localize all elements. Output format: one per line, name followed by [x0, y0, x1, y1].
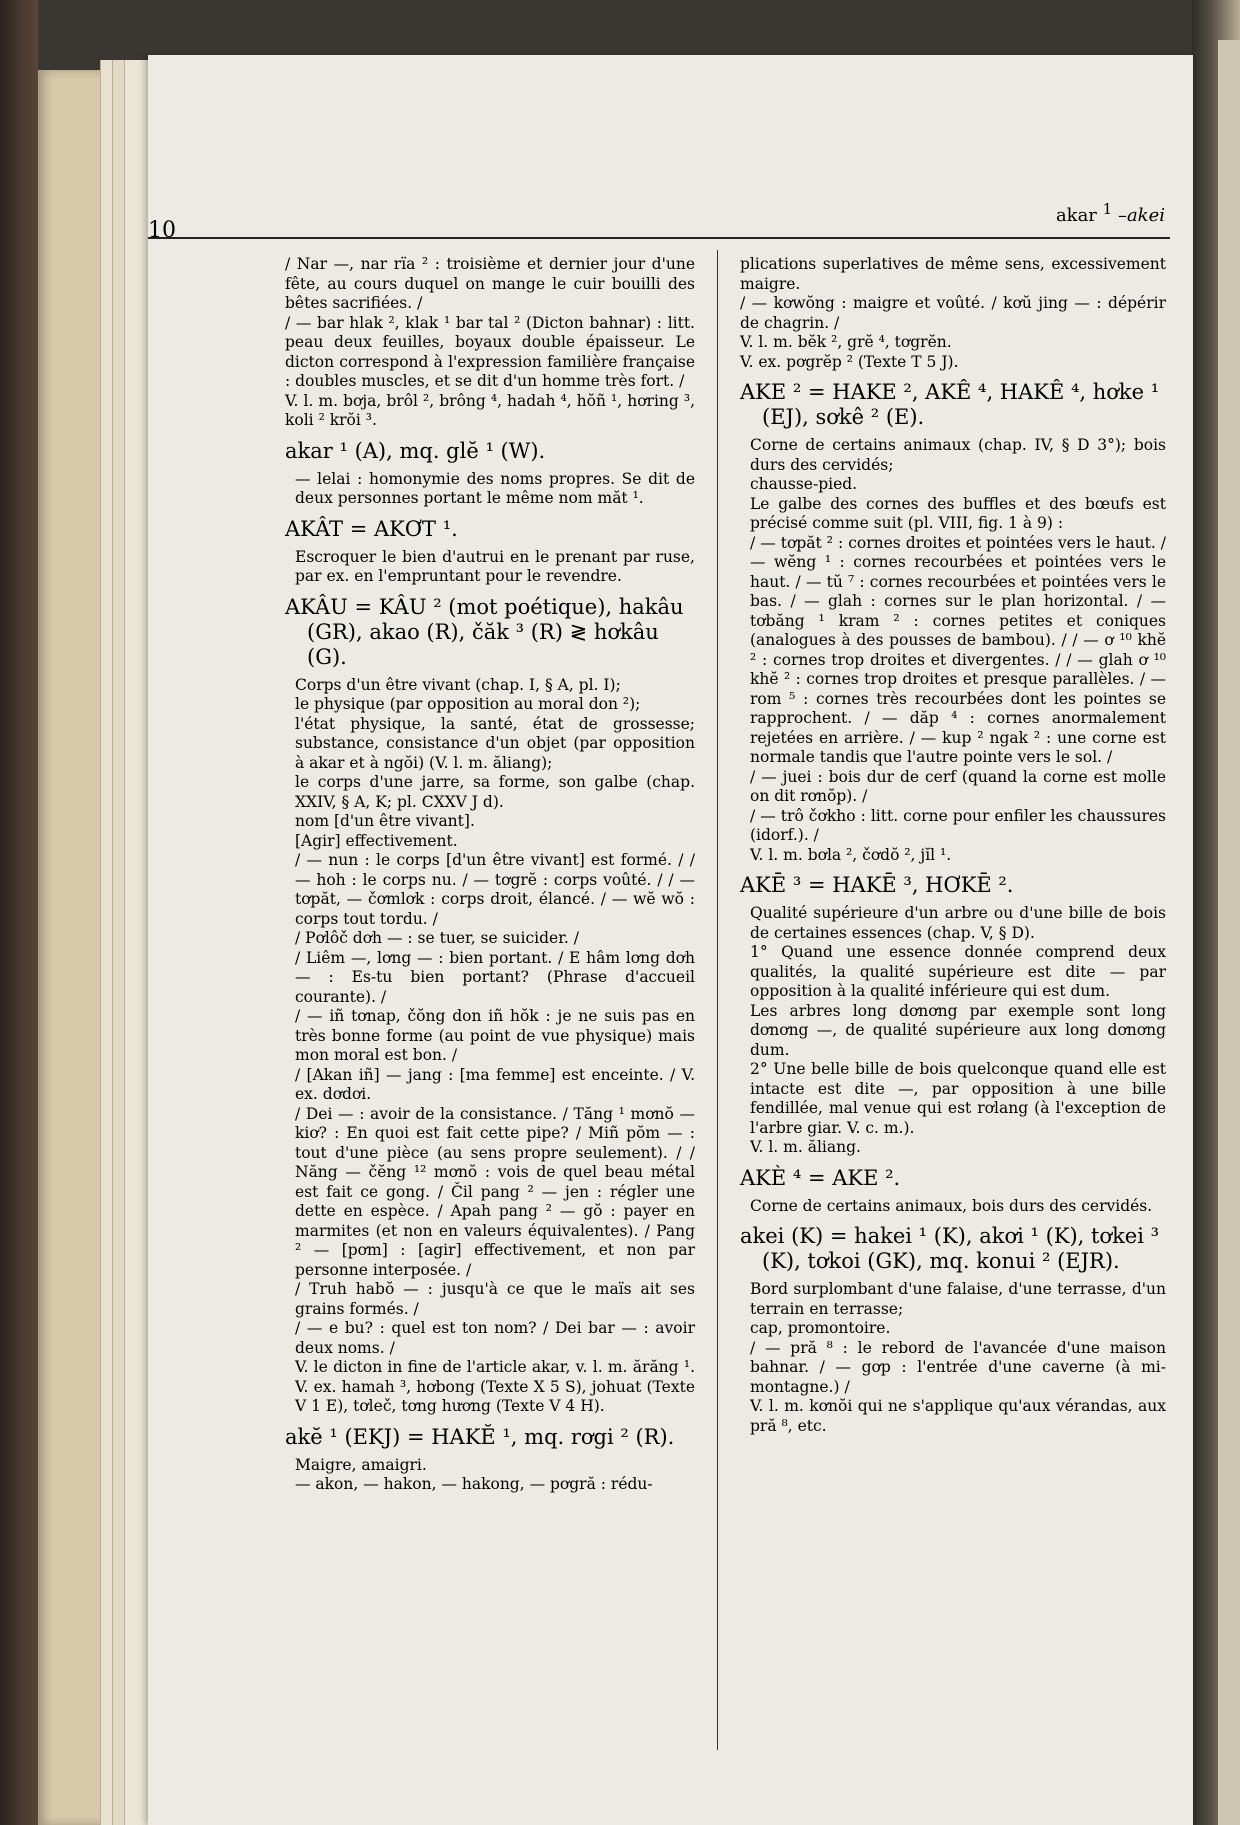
running-head-right: –akei [1117, 205, 1165, 226]
sense-text: / — e bu? : quel est ton nom? / Dei bar — : avoir deux noms. / [295, 1319, 695, 1357]
sense-text: Maigre, amaigri. [295, 1455, 427, 1474]
headword: AKÂU = KÂU ² (mot poétique), hakâu (GR), akao (R), čăk ³ (R) ≷ hơkâu (G). [285, 594, 684, 669]
sense-text: 1° Quand une essence donnée comprend deux qualités, la qualité supérieure est dite — par opposition à la qualité inférieure qui est dum. [750, 943, 1166, 1000]
left-column [285, 255, 695, 1501]
entry-ake3 [740, 873, 1166, 1158]
entry-ake1 [285, 1425, 695, 1495]
sense-text: [Agir] effectivement. [295, 831, 458, 850]
entry-akar [285, 439, 695, 509]
book-spine-shadow [0, 0, 38, 1825]
page-edge [124, 60, 151, 1825]
right-column [740, 255, 1166, 1442]
sense-text: / — trô čơkho : litt. corne pour enfiler les chaussures (idorf.). / [750, 806, 1166, 844]
entry-ake4 [740, 1166, 1166, 1217]
running-head [1056, 200, 1165, 226]
header-rule [148, 237, 1170, 239]
sense-text: Le galbe des cornes des buffles et des bœufs est précisé comme suit (pl. VIII, fig. 1 à 9) : [750, 494, 1166, 532]
sense-text: 2° Une belle bille de bois quelconque quand elle est intacte est dite —, par opposition à une bille fendillée, mal venue qui est rơlang (à l'exception de l'arbre giar. V. c. m.). [750, 1060, 1166, 1137]
sense-text: le corps d'une jarre, sa forme, son galbe (chap. XXIV, § A, K; pl. CXXV J d). [295, 773, 695, 811]
sense-text: / — pră ⁸ : le rebord de l'avancée d'une maison bahnar. / — gơp : l'entrée d'une caverne (à mi-montagne.) / [750, 1338, 1166, 1396]
sense-text: / — nun : le corps [d'un être vivant] est formé. / / — hoh : le corps nu. / — tơgrĕ : corps voûté. / / — tơpăt, — čơmlơk : corps droit, élancé. / — wĕ wŏ : corps tout tordu. / [295, 851, 695, 928]
sense-text: Qualité supérieure d'un arbre ou d'une bille de bois de certaines essences (chap. V, § D). [750, 904, 1166, 942]
sense-text: / — tơpăt ² : cornes droites et pointées vers le haut. / — wĕng ¹ : cornes recourbées et pointées vers le haut. / — tŭ ⁷ : cornes recourbées et pointées vers le bas. / — glah : cornes sur le plan horizontal. / — tơbăng ¹ kram ² : cornes petites et coniques (analogues à des pousses de bambou). / / — ơ ¹⁰ khĕ ² : cornes trop droites et divergentes. / / — glah ơ ¹⁰ khĕ ² : cornes trop droites et presque parallèles. / — rom ⁵ : cornes très recourbées dont les pointes se rapprochent. / — dăp ⁴ : cornes anormalement rejetées en arrière. / — kup ² ngak ² : une corne est normale tandis que l'autre pointe vers le sol. / [750, 533, 1166, 766]
sense-text: — akon, — hakon, — hakong, — pơgră : rédu- [295, 1475, 653, 1493]
sense-text: / [Akan iñ] — jang : [ma femme] est enceinte. / V. ex. dơdơi. [295, 1065, 695, 1103]
headword: akar ¹ (A), mq. glĕ ¹ (W). [285, 438, 546, 463]
sense-text: / — iñ tơnap, čŏng don iñ hŏk : je ne suis pas en très bonne forme (au point de vue physique) mais mon moral est bon. / [295, 1007, 695, 1064]
sense-text: Corne de certains animaux (chap. IV, § D 3°); bois durs des cervidés; [750, 436, 1166, 474]
headword: AKĒ ³ = HAKĒ ³, HƠKĒ ². [740, 873, 1014, 897]
sense-text: Bord surplombant d'une falaise, d'une terrasse, d'un terrain en terrasse; [750, 1280, 1166, 1318]
continued-text: plications superlatives de même sens, excessivement maigre. [740, 255, 1166, 293]
sense-text: / Truh habŏ — : jusqu'à ce que le maïs ait ses grains formés. / [295, 1280, 695, 1318]
sense-text: Corne de certains animaux, bois durs des cervidés. [750, 1196, 1153, 1215]
sense-text: V. l. m. ăliang. [750, 1138, 861, 1156]
sense-text: chausse-pied. [750, 475, 858, 493]
sense-text: Corps d'un être vivant (chap. I, § A, pl. I); [295, 675, 621, 694]
entry-akau [285, 595, 695, 1417]
headword: AKE ² = HAKE ², AKÊ ⁴, HAKÊ ⁴, hơke ¹ (EJ), sơkê ² (E). [740, 380, 1160, 429]
sense-text: — lelai : homonymie des noms propres. Se dit de deux personnes portant le même nom măt ¹. [295, 469, 695, 507]
sense-text: Les arbres long dơnơng par exemple sont long dơnơng —, de qualité supérieure aux long dơnơng dum. [750, 1001, 1166, 1059]
sense-text: / Pơlôč dơh — : se tuer, se suicider. / [295, 929, 580, 947]
continued-text: V. l. m. bĕk ², grĕ ⁴, tơgrĕn. [740, 333, 952, 351]
sense-text: le physique (par opposition au moral don ²); [295, 695, 641, 713]
entry-akei [740, 1224, 1166, 1436]
running-head-sup: 1 [1102, 200, 1113, 218]
headword: AKÂT = AKƠT ¹. [285, 516, 458, 541]
continued-text: / — bar hlak ², klak ¹ bar tal ² (Dicton bahnar) : litt. peau deux feuilles, boyaux double épaisseur. Le dicton correspond à l'expression familière française : doubles muscles, et se dit d'un homme très fort. / [285, 313, 695, 390]
continued-text: V. l. m. bơja, brôl ², brông ⁴, hadah ⁴, hŏñ ¹, hơring ³, koli ² krŏi ³. [285, 391, 695, 429]
headword: AKÈ ⁴ = AKE ². [740, 1165, 901, 1190]
sense-text: / Dei — : avoir de la consistance. / Tăng ¹ mơnŏ — kiơ? : En quoi est fait cette pipe? / Miñ pŏm — : tout d'une pièce (au sens propre seulement). / / Năng — čĕng ¹² mơnŏ : vois de quel beau métal est fait ce gong. / Čil pang ² — jen : régler une dette en espèce. / Apah pang ² — gŏ : payer en marmites (et non en valeurs équivalentes). / Pang ² — [pơm] : [agir] effectivement, et non par personne interposée. / [295, 1104, 695, 1279]
headword: akei (K) = hakei ¹ (K), akơi ¹ (K), tơkei ³ (K), tơkoi (GK), mq. konui ² (EJR). [740, 1224, 1160, 1273]
running-head-left: akar [1055, 205, 1097, 226]
sense-text: V. l. m. kơnŏi qui ne s'applique qu'aux vérandas, aux pră ⁸, etc. [750, 1397, 1166, 1435]
page-number: 10 [148, 218, 176, 243]
sense-text: V. le dicton in fine de l'article akar, v. l. m. ărăng ¹. V. ex. hamah ³, hơbong (Texte X 5 S), johuat (Texte V 1 E), tơleč, tơng hương (Texte V 4 H). [295, 1358, 695, 1415]
sense-text: cap, promontoire. [750, 1319, 891, 1337]
sense-text: Escroquer le bien d'autrui en le prenant par ruse, par ex. en l'empruntant pour le revendre. [295, 547, 695, 585]
continued-text: V. ex. pơgrĕp ² (Texte T 5 J). [740, 352, 959, 371]
column-rule [717, 250, 718, 1750]
sense-text: nom [d'un être vivant]. [295, 812, 475, 830]
continued-text: / Nar —, nar rïa ² : troisième et dernier jour d'une fête, au cours duquel on mange le cuir bouilli des bêtes sacrifiées. / [285, 255, 695, 312]
continued-text: / — kơwŏng : maigre et voûté. / kơŭ jing — : dépérir de chagrin. / [740, 294, 1166, 332]
sense-text: l'état physique, la santé, état de grossesse; substance, consistance d'un objet (par opposition à akar et à ngŏi) (V. l. m. ăliang); [295, 714, 695, 772]
facing-page-sliver [1218, 40, 1240, 1825]
entry-akat [285, 517, 695, 587]
sense-text: V. l. m. bơla ², čơdŏ ², jĭl ¹. [750, 845, 952, 864]
sense-text: / — juei : bois dur de cerf (quand la corne est molle on dit rơnŏp). / [750, 767, 1166, 805]
entry-ake2 [740, 380, 1166, 865]
headword: akĕ ¹ (EKJ) = HAKĔ ¹, mq. rơgi ² (R). [285, 1424, 675, 1449]
sense-text: / Liêm —, lơng — : bien portant. / E hâm lơng dơh — : Es-tu bien portant? (Phrase d'accueil courante). / [295, 948, 695, 1006]
